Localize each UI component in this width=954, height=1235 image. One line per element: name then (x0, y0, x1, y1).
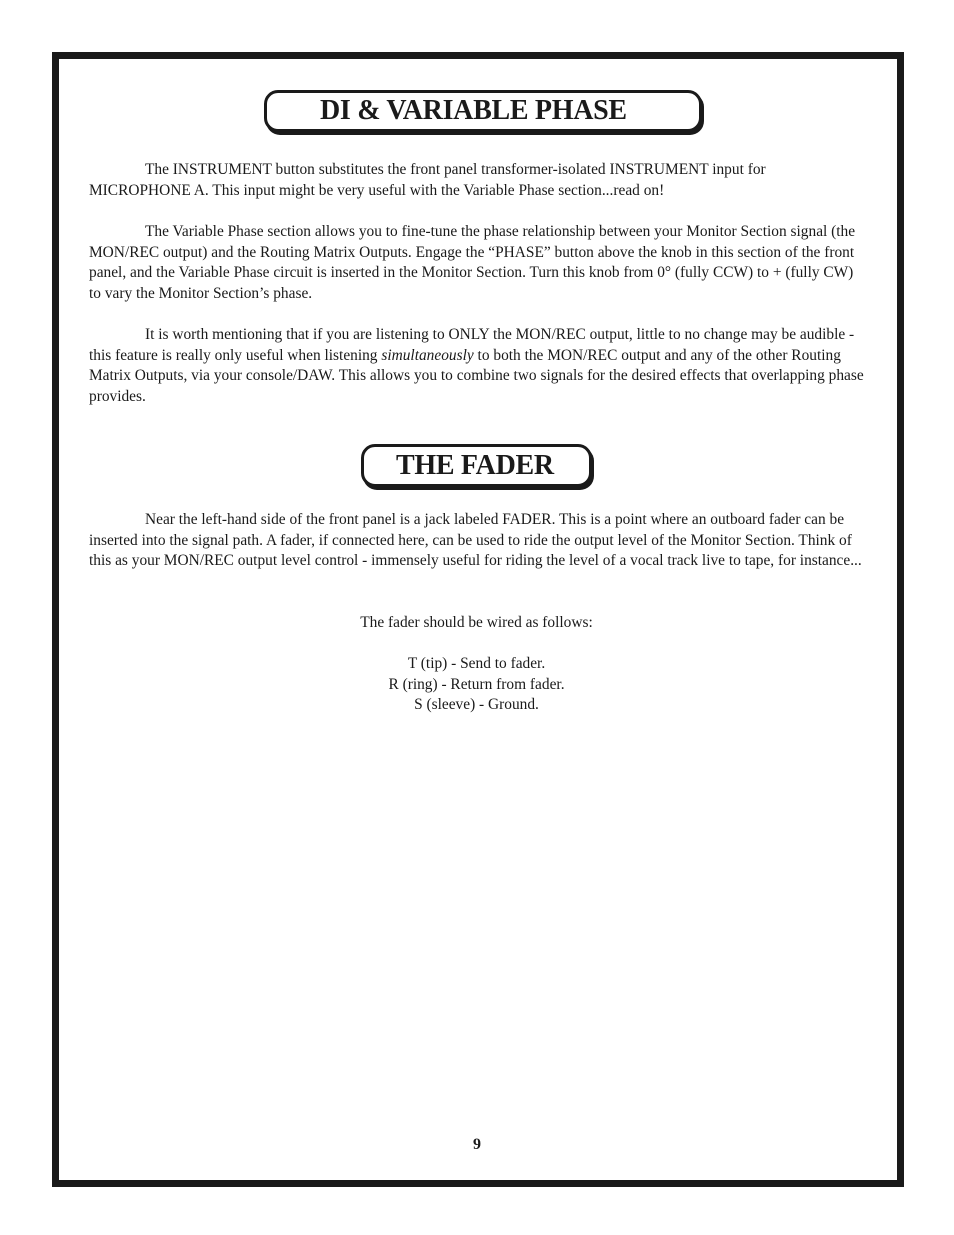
wiring-intro: The fader should be wired as follows: (360, 614, 593, 631)
paragraph-instrument: The INSTRUMENT button substitutes the front panel transformer-isolated INSTRUMENT input for MICROPHONE A. This input might be very useful with the Variable Phase section...read on! (89, 161, 766, 199)
wiring-item-tip: T (tip) - Send to fader. (407, 655, 546, 672)
section-heading-di-variable-phase (264, 90, 702, 132)
heading-text: THE FADER (396, 449, 554, 481)
wiring-list (89, 654, 864, 716)
section-heading-the-fader (361, 444, 592, 487)
heading-text: DI & VARIABLE PHASE (320, 95, 627, 126)
paragraph-mon-rec-note: It is worth mentioning that if you are listening to ONLY the MON/REC output, little to no change may be audible - this feature is really only useful when listening simultaneously to both the MON/REC output and any of the other Routing Matrix Outputs, via your console/DAW. This allows you to combine two signals for the desired effects that overlapping phase provides. (89, 326, 864, 405)
wiring-item-ring: R (ring) - Return from fader. (388, 675, 565, 693)
wiring-item-sleeve: S (sleeve) - Ground. (414, 696, 539, 714)
paragraph-variable-phase: The Variable Phase section allows you to fine-tune the phase relationship between your Monitor Section signal (the MON/REC output) and the Routing Matrix Outputs. Engage the “PHASE” button above the knob in this section of the front panel, and the Variable Phase circuit is inserted in the Monitor Section. Turn this knob from 0° (fully CCW) to + (fully CW) to vary the Monitor Section’s phase. (89, 223, 856, 302)
page-number: 9 (473, 1136, 481, 1153)
paragraph-fader: Near the left-hand side of the front panel is a jack labeled FADER. This is a point where an outboard fader can be inserted into the signal path. A fader, if connected here, can be used to ride the output level of the Monitor Section. Think of this as your MON/REC output level control - immensely useful for riding the level of a vocal track live to tape, for instance... (89, 511, 862, 570)
